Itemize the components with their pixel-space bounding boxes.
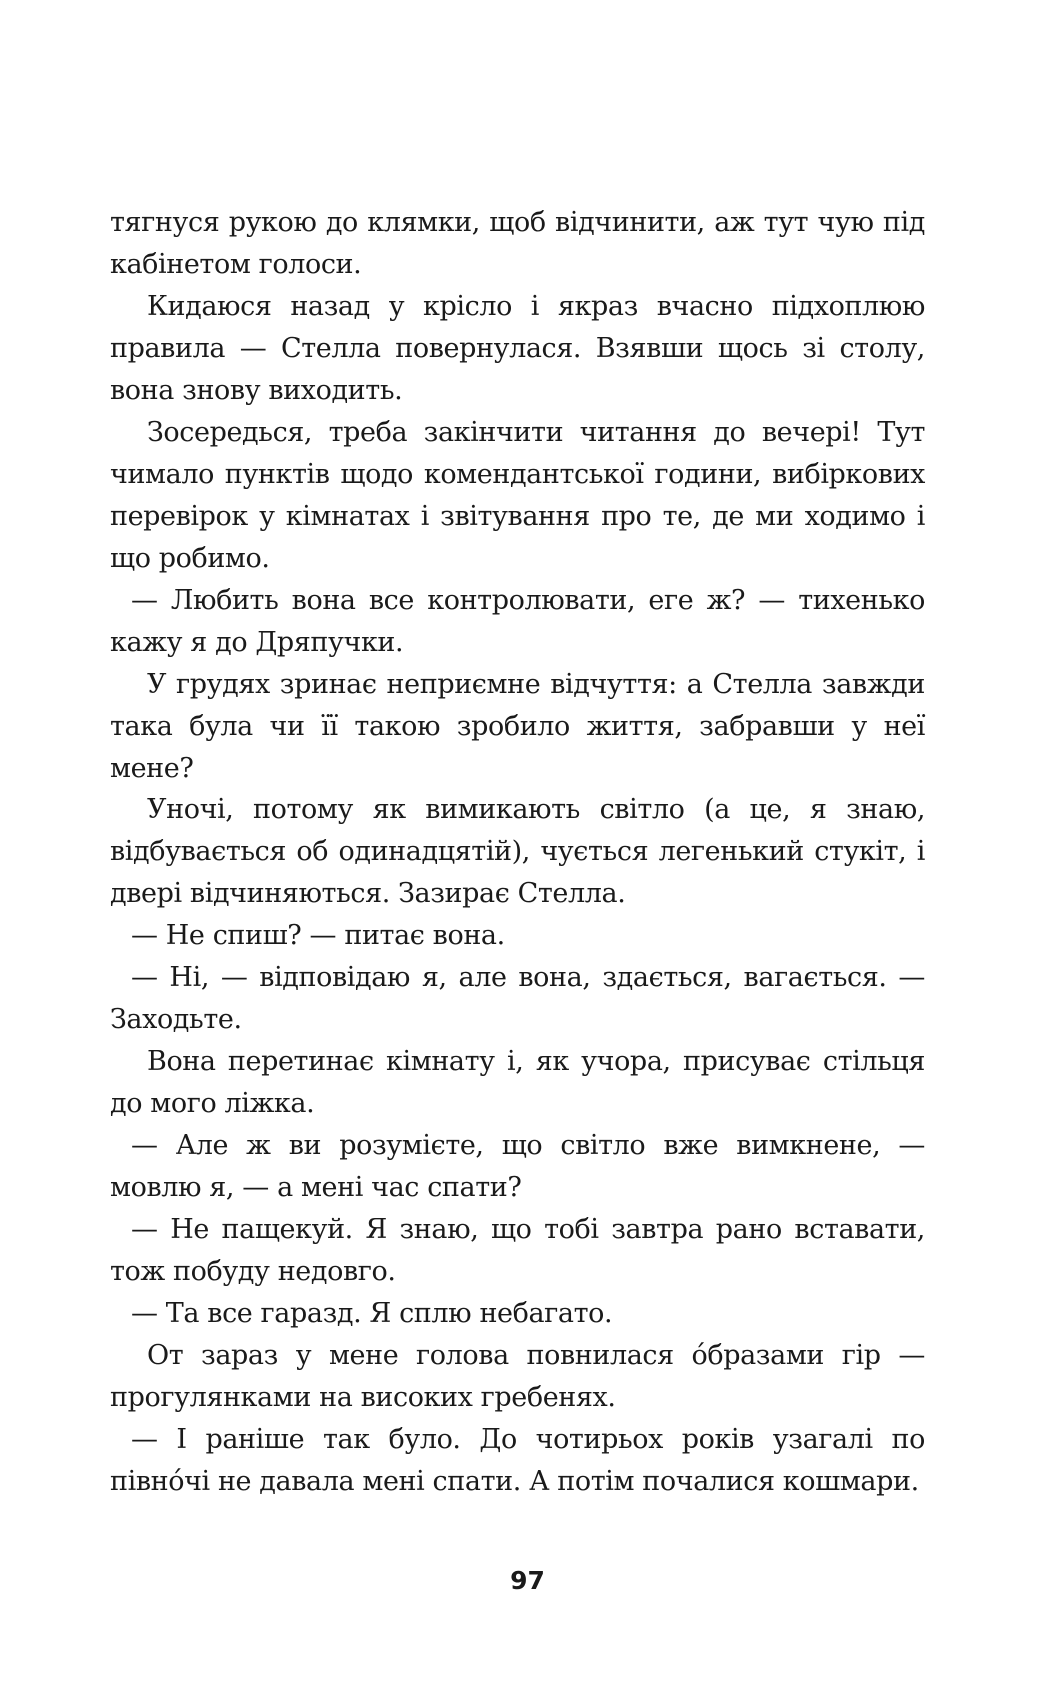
paragraph: Вона перетинає кімнату і, як учора, присуває стільця до мого ліжка.: [110, 1046, 925, 1119]
paragraph: Уночі, потому як вимикають світло (а це, я знаю, відбувається об одинадцятій), чується легенький стукіт, і двері відчиняються. Зазирає Стелла.: [110, 794, 925, 909]
text-section-1: [110, 202, 925, 790]
text-section-2: [110, 789, 925, 1503]
paragraph: У грудях зринає неприємне відчуття: а Стелла завжди така була чи її такою зробило життя, забравши у неї мене?: [110, 669, 925, 784]
dialogue-line: — Ні, — відповідаю я, але вона, здається, вагається. — Заходьте.: [110, 962, 925, 1035]
paragraph: Кидаюся назад у крісло і якраз вчасно підхоплюю правила — Стелла повернулася. Взявши щось зі столу, вона знову виходить.: [110, 291, 925, 406]
paragraph: Зосередься, треба закінчити читання до вечері! Тут чимало пунктів щодо комендантської години, вибіркових перевірок у кімнатах і звітування про те, де ми ходимо і що робимо.: [110, 417, 925, 574]
dialogue-line: — Любить вона все контролювати, еге ж? — тихенько кажу я до Дряпучки.: [110, 585, 925, 658]
dialogue-line: — Не спиш? — питає вона.: [131, 920, 505, 951]
paragraph: тягнуся рукою до клямки, щоб відчинити, аж тут чую під кабінетом голоси.: [110, 207, 925, 280]
page-number: 97: [510, 1566, 545, 1595]
dialogue-line: — Але ж ви розумієте, що світло вже вимкнене, — мовлю я, — а мені час спати?: [110, 1130, 925, 1203]
paragraph: От зараз у мене голова повнилася óбразами гір — прогулянками на високих гребенях.: [110, 1340, 925, 1413]
dialogue-line: — Та все гаразд. Я сплю небагато.: [131, 1298, 613, 1329]
dialogue-line: — Не пащекуй. Я знаю, що тобі завтра рано вставати, тож побуду недовго.: [110, 1214, 925, 1287]
dialogue-line: — І раніше так було. До чотирьох років узагалі по півнóчі не давала мені спати. А потім почалися кошмари.: [110, 1424, 925, 1497]
